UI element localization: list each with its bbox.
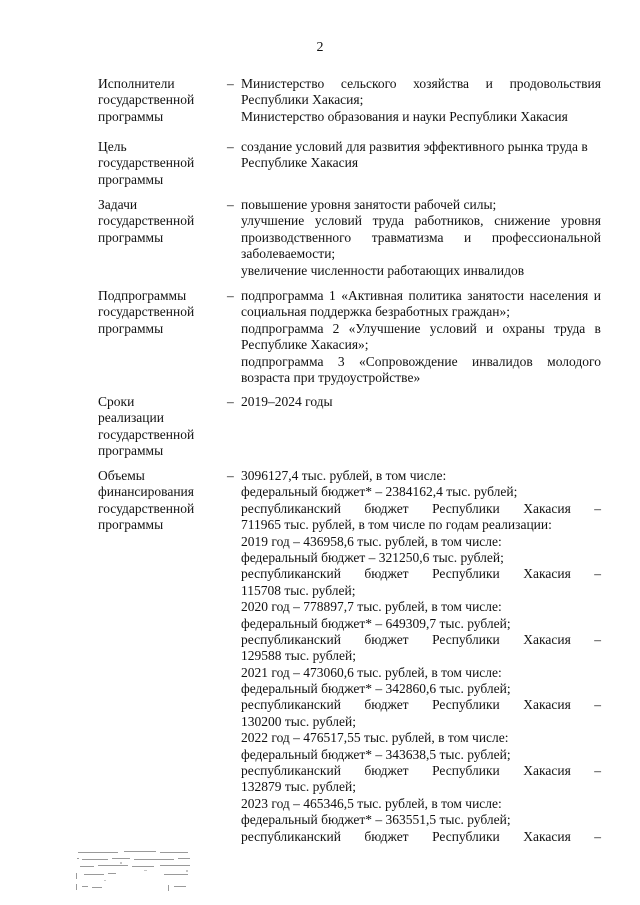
content-word: 129588 тыс. рублей; xyxy=(241,648,356,664)
row-dash: – xyxy=(227,468,234,483)
content-word: Хакасия xyxy=(523,697,571,713)
content-word: бюджет xyxy=(364,566,409,582)
row-dash: – xyxy=(227,197,234,212)
content-word: республиканский xyxy=(241,566,341,582)
content-word: увеличение численности работающих инвалидов xyxy=(241,262,525,278)
content-word: – xyxy=(594,631,601,647)
content-word: и xyxy=(485,76,493,91)
content-word: возраста при трудоустройстве» xyxy=(241,369,421,385)
content-word: республиканский xyxy=(241,697,341,713)
content-line xyxy=(241,288,601,304)
row-label xyxy=(98,394,228,460)
content-line xyxy=(241,714,601,730)
content-word: условий xyxy=(429,320,477,336)
content-line xyxy=(241,812,601,828)
content-word: бюджет xyxy=(364,697,409,713)
row-label-line: программы xyxy=(98,108,164,124)
content-line xyxy=(241,337,601,353)
content-line xyxy=(241,109,601,125)
content-line xyxy=(241,829,601,845)
content-word: 2 xyxy=(332,320,340,336)
row-dash: – xyxy=(227,76,234,91)
content-line xyxy=(241,616,601,632)
content-line xyxy=(241,779,601,795)
row-label xyxy=(98,197,228,246)
content-word: подпрограмма xyxy=(241,353,324,369)
content-word: бюджет xyxy=(364,763,409,779)
content-line xyxy=(241,76,601,92)
row-label-line: программы xyxy=(98,171,164,187)
content-word: повышение уровня занятости рабочей силы; xyxy=(241,197,497,212)
content-word: – xyxy=(594,697,601,713)
row-label-line: государственной xyxy=(98,500,195,516)
content-word: Республики xyxy=(432,828,500,844)
content-word: Министерство xyxy=(241,76,325,91)
content-word: – xyxy=(594,763,601,779)
content-word: хозяйства xyxy=(413,76,470,91)
content-word: Республике Хакасия»; xyxy=(241,337,369,353)
content-word: федеральный бюджет* – 343638,5 тыс. рублей; xyxy=(241,746,511,762)
row-label xyxy=(98,139,228,188)
content-line xyxy=(241,354,601,370)
row-label-line: государственной xyxy=(98,426,195,442)
content-word: бюджет xyxy=(364,828,409,844)
content-line xyxy=(241,730,601,746)
row-label-line: государственной xyxy=(98,155,195,171)
content-word: 2021 год – 473060,6 тыс. рублей, в том числе: xyxy=(241,664,502,680)
content-word: Республики Хакасия; xyxy=(241,92,364,108)
content-word: политика xyxy=(408,288,462,303)
content-word: уровня xyxy=(560,213,601,229)
content-word: подпрограмма xyxy=(241,288,324,303)
content-word: Республике Хакасия xyxy=(241,155,359,171)
content-line xyxy=(241,155,601,171)
content-line xyxy=(241,550,601,566)
content-word: федеральный бюджет* – 342860,6 тыс. рублей; xyxy=(241,681,511,697)
content-word: республиканский xyxy=(241,763,341,779)
row-label-line: программы xyxy=(98,443,164,459)
row-label-line: Сроки xyxy=(98,394,135,409)
content-word: охраны xyxy=(502,320,545,336)
content-line xyxy=(241,263,601,279)
content-word: 3096127,4 тыс. рублей, в том числе: xyxy=(241,468,447,483)
content-word: федеральный бюджет* – 363551,5 тыс. рублей; xyxy=(241,812,511,828)
content-word: травматизма xyxy=(371,229,444,245)
content-word: «Сопровождение xyxy=(359,353,458,369)
content-word: Хакасия xyxy=(523,500,571,516)
content-word: федеральный бюджет* – 2384162,4 тыс. рублей; xyxy=(241,484,518,500)
content-word: сельского xyxy=(340,76,397,91)
content-word: 3 xyxy=(337,353,345,369)
content-line xyxy=(241,681,601,697)
content-word: труда xyxy=(372,213,405,229)
content-word: Республики xyxy=(432,500,500,516)
row-content xyxy=(241,394,601,410)
content-line xyxy=(241,763,601,779)
content-line xyxy=(241,517,601,533)
content-word: 711965 тыс. рублей, в том числе по годам реализации: xyxy=(241,517,552,533)
content-word: Хакасия xyxy=(523,566,571,582)
content-line xyxy=(241,599,601,615)
content-word: занятости xyxy=(467,288,524,303)
content-line xyxy=(241,92,601,108)
content-word: Республики xyxy=(432,763,500,779)
content-word: и xyxy=(593,288,601,303)
content-line xyxy=(241,246,601,262)
content-word: Республики xyxy=(432,566,500,582)
content-word: Министерство образования и науки Республики Хакасия xyxy=(241,108,568,124)
content-word: – xyxy=(594,828,601,844)
content-word: улучшение xyxy=(241,213,305,229)
content-line xyxy=(241,321,601,337)
content-word: бюджет xyxy=(364,631,409,647)
content-line xyxy=(241,566,601,582)
content-line xyxy=(241,230,601,246)
content-word: федеральный бюджет* – 649309,7 тыс. рублей; xyxy=(241,615,511,631)
row-label-line: Подпрограммы xyxy=(98,288,187,303)
content-word: труда xyxy=(553,320,586,336)
row-label-line: программы xyxy=(98,320,164,336)
content-word: создание условий для развития эффективного рынка труда в xyxy=(241,139,588,154)
content-word: условий xyxy=(314,213,362,229)
content-word: профессиональной xyxy=(491,229,601,245)
content-line xyxy=(241,197,601,213)
row-label xyxy=(98,76,228,125)
content-line xyxy=(241,747,601,763)
row-label-line: программы xyxy=(98,229,164,245)
content-word: Республики xyxy=(432,697,500,713)
content-word: «Активная xyxy=(341,288,404,303)
content-word: 115708 тыс. рублей; xyxy=(241,582,356,598)
row-content xyxy=(241,468,601,845)
content-word: федеральный бюджет – 321250,6 тыс. рублей; xyxy=(241,549,504,565)
content-line xyxy=(241,632,601,648)
content-word: Хакасия xyxy=(523,763,571,779)
row-label-line: Цель xyxy=(98,139,127,154)
content-word: 2023 год – 465346,5 тыс. рублей, в том числе: xyxy=(241,795,502,811)
content-word: 2019 год – 436958,6 тыс. рублей, в том числе: xyxy=(241,533,502,549)
row-content xyxy=(241,139,601,172)
content-word: 2020 год – 778897,7 тыс. рублей, в том числе: xyxy=(241,599,502,615)
content-word: 1 xyxy=(328,288,336,303)
content-word: – xyxy=(594,566,601,582)
content-word: республиканский xyxy=(241,828,341,844)
content-word: социальная поддержка безработных граждан»; xyxy=(241,304,510,320)
row-content xyxy=(241,288,601,386)
registration-stamp xyxy=(74,848,194,892)
content-line xyxy=(241,304,601,320)
row-label-line: финансирования xyxy=(98,484,194,500)
content-word: Республики xyxy=(432,631,500,647)
content-line xyxy=(241,665,601,681)
content-word: инвалидов xyxy=(472,353,533,369)
row-dash: – xyxy=(227,139,234,154)
content-line xyxy=(241,697,601,713)
content-line xyxy=(241,213,601,229)
content-word: бюджет xyxy=(364,500,409,516)
row-label-line: государственной xyxy=(98,213,195,229)
row-content xyxy=(241,197,601,279)
content-word: «Улучшение xyxy=(348,320,421,336)
row-label-line: Задачи xyxy=(98,197,138,212)
content-word: Хакасия xyxy=(523,828,571,844)
content-word: и xyxy=(464,229,472,245)
content-word: 130200 тыс. рублей; xyxy=(241,713,356,729)
content-word: работников, xyxy=(414,213,484,229)
content-line xyxy=(241,370,601,386)
content-word: молодого xyxy=(547,353,601,369)
row-label-line: государственной xyxy=(98,92,195,108)
content-word: Хакасия xyxy=(523,631,571,647)
content-line xyxy=(241,796,601,812)
content-word: населения xyxy=(529,288,589,303)
content-word: продовольствия xyxy=(509,76,601,91)
row-label-line: программы xyxy=(98,517,164,533)
content-word: снижение xyxy=(494,213,551,229)
content-word: в xyxy=(594,320,601,336)
content-word: республиканский xyxy=(241,631,341,647)
content-line xyxy=(241,501,601,517)
content-word: и xyxy=(486,320,494,336)
content-line xyxy=(241,648,601,664)
content-line xyxy=(241,484,601,500)
page-number: 2 xyxy=(316,40,324,55)
content-line xyxy=(241,534,601,550)
content-line xyxy=(241,139,601,155)
content-word: 2019–2024 годы xyxy=(241,394,333,409)
row-dash: – xyxy=(227,394,234,409)
row-content xyxy=(241,76,601,125)
content-word: 2022 год – 476517,55 тыс. рублей, в том числе: xyxy=(241,730,509,746)
content-line xyxy=(241,468,601,484)
content-word: 132879 тыс. рублей; xyxy=(241,779,356,795)
row-label xyxy=(98,288,228,337)
content-word: подпрограмма xyxy=(241,320,324,336)
row-label-line: Исполнители xyxy=(98,76,175,91)
row-label-line: Объемы xyxy=(98,468,145,483)
content-line xyxy=(241,394,601,410)
row-label xyxy=(98,468,228,534)
content-word: заболеваемости; xyxy=(241,246,336,262)
row-label-line: реализации xyxy=(98,410,164,426)
content-word: производственного xyxy=(241,229,352,245)
content-line xyxy=(241,583,601,599)
row-dash: – xyxy=(227,288,234,303)
row-label-line: государственной xyxy=(98,304,195,320)
content-word: – xyxy=(594,500,601,516)
content-word: республиканский xyxy=(241,500,341,516)
